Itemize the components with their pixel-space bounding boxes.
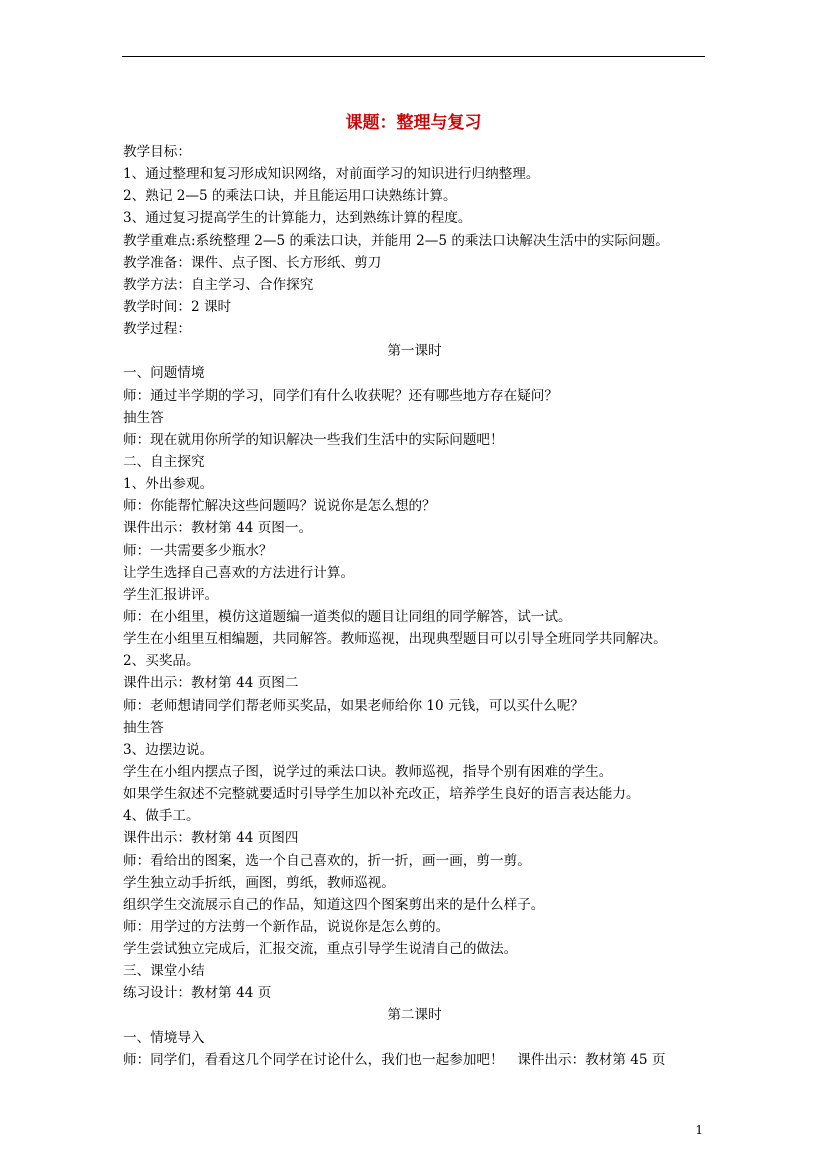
text-line: 教学方法：自主学习、合作探究 [123,276,314,293]
page-number: 1 [695,1123,703,1137]
text-line: 师：一共需要多少瓶水？ [123,542,273,559]
text-line: 学生在小组里互相编题，共同解答。教师巡视，出现典型题目可以引导全班同学共同解决。 [123,631,667,648]
section-heading: 第二课时 [387,1007,442,1024]
text-line: 师：看给出的图案，选一个自己喜欢的，折一折，画一画，剪一剪。 [123,852,531,869]
document-title: 课题：整理与复习 [345,113,482,133]
text-line: 练习设计：教材第 44 页 [123,985,272,1002]
text-line: 抽生答 [123,409,164,426]
text-line: 师：现在就用你所学的知识解决一些我们生活中的实际问题吧！ [123,431,504,448]
text-line: 学生独立动手折纸，画图，剪纸，教师巡视。 [123,874,395,891]
text-line: 1、外出参观。 [123,476,214,493]
text-line: 师：在小组里，模仿这道题编一道类似的题目让同组的同学解答，试一试。 [123,608,572,625]
text-line: 师：老师想请同学们帮老师买奖品，如果老师给你 10 元钱，可以买什么呢？ [123,697,584,714]
text-line: 抽生答 [123,719,164,736]
text-line: 师：你能帮忙解决这些问题吗？说说你是怎么想的？ [123,498,436,515]
header-rule [122,56,705,57]
text-line: 三、课堂小结 [123,963,205,980]
text-line: 学生在小组内摆点子图，说学过的乘法口诀。教师巡视，指导个别有困难的学生。 [123,763,613,780]
text-line: 师：同学们，看看这几个同学在讨论什么，我们也一起参加吧！ 课件出示：教材第 45 页 [123,1051,666,1068]
text-line: 课件出示：教材第 44 页图二 [123,675,299,692]
section-heading: 第一课时 [387,343,442,360]
text-line: 一、问题情境 [123,365,205,382]
text-line: 师：用学过的方法剪一个新作品，说说你是怎么剪的。 [123,918,450,935]
text-line: 如果学生叙述不完整就要适时引导学生加以补充改正，培养学生良好的语言表达能力。 [123,786,640,803]
text-line: 2、熟记 2—5 的乘法口诀，并且能运用口诀熟练计算。 [123,188,457,205]
text-line: 学生汇报讲评。 [123,586,219,603]
text-line: 教学时间：2 课时 [123,298,232,315]
text-line: 教学过程： [123,321,191,338]
text-line: 学生尝试独立完成后，汇报交流，重点引导学生说清自己的做法。 [123,941,518,958]
document-body [123,141,713,1071]
text-line: 1、通过整理和复习形成知识网络，对前面学习的知识进行归纳整理。 [123,166,540,183]
text-line: 组织学生交流展示自己的作品，知道这四个图案剪出来的是什么样子。 [123,896,545,913]
text-line: 3、边摆边说。 [123,741,214,758]
text-line: 师：通过半学期的学习，同学们有什么收获呢？还有哪些地方存在疑问？ [123,387,558,404]
text-line: 3、通过复习提高学生的计算能力，达到熟练计算的程度。 [123,210,472,227]
text-line: 让学生选择自己喜欢的方法进行计算。 [123,564,355,581]
text-line: 教学目标： [123,144,191,160]
text-line: 二、自主探究 [123,453,205,470]
text-line: 课件出示：教材第 44 页图四 [123,830,299,847]
text-line: 教学准备：课件、点子图、长方形纸、剪刀 [123,254,382,271]
text-line: 2、买奖品。 [123,653,200,670]
text-line: 课件出示：教材第 44 页图一。 [123,520,313,537]
text-line: 一、情境导入 [123,1029,205,1046]
text-line: 4、做手工。 [123,808,200,825]
text-line: 教学重难点:系统整理 2—5 的乘法口诀，并能用 2—5 的乘法口诀解决生活中的实际问题。 [123,232,669,249]
